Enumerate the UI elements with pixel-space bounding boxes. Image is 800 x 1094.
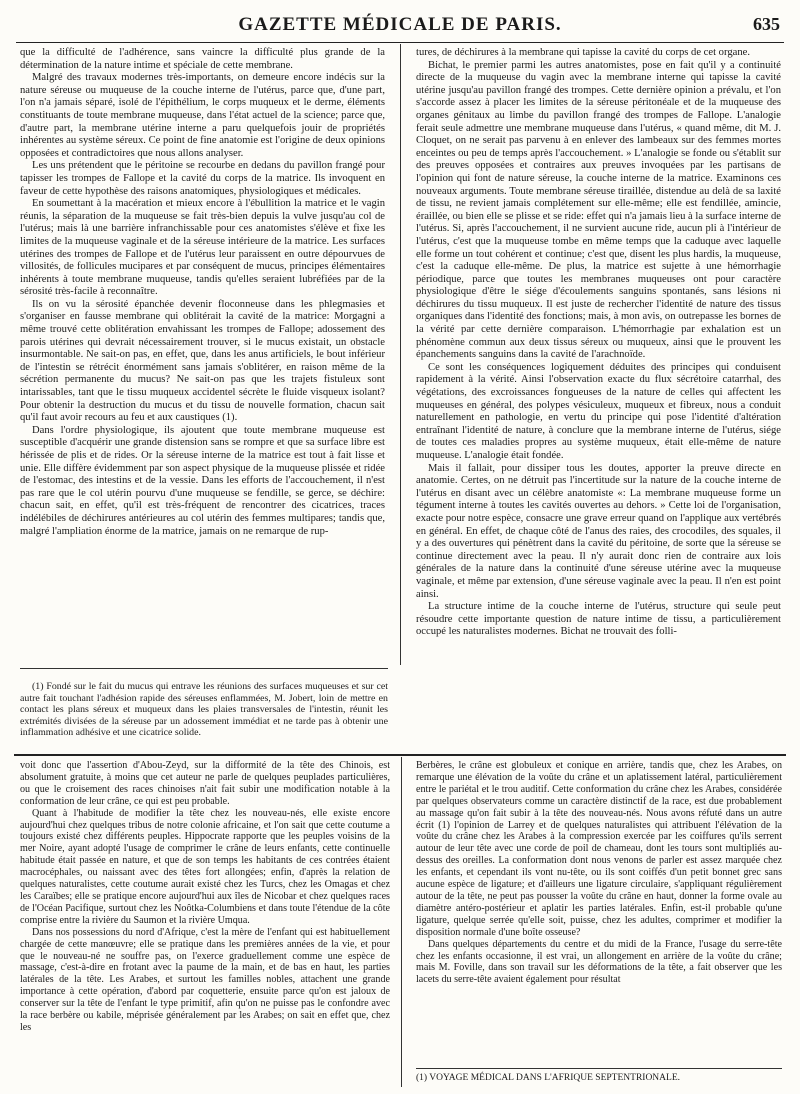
page-header	[20, 14, 780, 40]
paragraph: que la difficulté de l'adhérence, sans vaincre la difficulté plus grande de la détermination de la nature intime et spéciale de cette membrane.	[20, 47, 385, 71]
column-divider-lower	[401, 757, 402, 1087]
footnote-text: (1) Fondé sur le fait du mucus qui entrave les réunions des surfaces muqueuses et sur cet autre fait touchant l'adhésion rapide des séreuses enflammées, M. Jobert, loin de mettre en contact les plans séreux et muqueux dans les plaies transversales de l'intestin, réunit les extrémités divisées de la séreuse par un adossement immédiat et ne tarde pas à obtenir une inflammation adhésive et une cicatrice solide.	[20, 681, 388, 739]
paragraph: Dans nos possessions du nord d'Afrique, c'est la mère de l'enfant qui est habituellement chargée de cette manœuvre; elle se pratique dans les premières années de la vie, et pour que le nouveau-né ne souffre pas, on l'exerce graduellement comme une espèce de massage, c'est-à-dire en frotant avec la paume de la main, et de bas en haut, les parties latérales de la tête. Les Arabes, et surtout les familles nobles, attachent une grande importance à cette opération, d'abord par coquetterie, ensuite parce qu'on est jaloux de conserver sur la tête de l'enfant le type primitif, afin qu'on ne puisse pas le confondre avec la race berbère ou kabile, méprisée généralement par les Arabes; on sait en effet que, chez les	[20, 926, 390, 1033]
paragraph: voit donc que l'assertion d'Abou-Zeyd, sur la difformité de la tête des Chinois, est absolument gratuite, à moins que cet auteur ne parle de quelques peuplades particulières, ou que le croisement des races chinoises n'ait fait subir une modification notable à la conformation de leur crâne, ce qui est peu probable.	[20, 760, 390, 807]
page-number: 635	[753, 14, 780, 34]
footnote-rule	[20, 668, 388, 669]
footnote-rule-lower	[416, 1068, 782, 1069]
paragraph: Ce sont les conséquences logiquement déduites des principes qui conduisent rapidement à la vérité. Ainsi l'observation exacte du flux sécrétoire catarrhal, des végétations, des excroissances fongueuses de la nature de celles qui affectent les muqueuses en général, des polypes vésiculeux, muqueux et fibreux, nous a conduit naturellement en pathologie, en vertu du principe qui pose l'identité d'altération entraînant l'identité de nature, à conclure que la membrane interne de l'utérus, siége de toutes ces maladies propres au système muqueux, était elle-même de nature muqueuse. L'analogie était fondée.	[416, 361, 781, 461]
paragraph: En soumettant à la macération et mieux encore à l'ébullition la matrice et le vagin réunis, la séparation de la muqueuse se fait très-bien depuis la vulve jusqu'au col de l'utérus; mais là une barrière infranchissable pour ces anatomistes s'élève et fixe les limites de la muqueuse vaginale et de la séreuse intérieure de la matrice. Les surfaces utérines des trompes de Fallope et de l'utérus leur paraissent en outre dépourvues de villosités, de follicules mucipares et par conséquent de mucus, principes élémentaires inhérents à toute membrane muqueuse, tandis qu'elles seraient lubréfiées par de la sérosité très-facile à reconnaître.	[20, 198, 385, 298]
paragraph: Berbères, le crâne est globuleux et conique en arrière, tandis que, chez les Arabes, on remarque une élévation de la voûte du crâne et un aplatissement latéral, particulièrement entre le pariétal et le trou auditif. Cette conformation du crâne chez les Arabes, considérée par quelques observateurs comme un caractère distinctif de la race, est due probablement au massage qu'on fait subir à la tête des nouveau-nés. Nous avons réfuté dans un autre écrit (1) l'opinion de Larrey et de quelques naturalistes qui attribuent l'élévation de la voûte du crâne chez les Arabes à la compression exercée par les coiffures qu'ils serrent autour de leur tête avec une corde de poil de chameau, dont les tours sont multipliés au-dessus des oreilles. La conformation dont nous venons de parler est assez marquée chez les enfants, et cependant ils vont nu-tête, ou ils sont coiffés d'un petit bonnet grec sans aucune espèce de ligature; et d'ailleurs une ligature circulaire, s'appliquant régulièrement autour de la tête, ne peut pas pousser la voûte du crâne en haut, donner la forme ovale au diamètre antéro-postérieur et aplatir les parties latérales. Enfin, est-il probable qu'une ligature, quelque serrée qu'elle soit, puisse, chez les adultes, comprimer et modifier la disposition normale d'une boîte osseuse?	[416, 760, 782, 938]
paragraph: Bichat, le premier parmi les autres anatomistes, pose en fait qu'il y a continuité directe de la muqueuse du vagin avec la membrane interne qui tapisse la cavité utérine jusqu'au pavillon frangé des trompes. Cette dernière opinion a prévalu, et l'on s'accorde assez à placer les limites de la séreuse péritonéale et de la muqueuse des organes génitaux au limbe du pavillon frangé des trompes de Fallope. L'analogie ferait seule admettre une membrane muqueuse dans l'utérus, « quand même, dit M. J. Cloquet, on ne serait pas parvenu à en enlever des lambeaux sur des femmes mortes enceintes ou peu de temps après l'accouchement. » L'analogie se fonde ou s'établit sur des preuves opposées et contraires aux preuves invoquées par les partisans de l'opinion qui font de nature séreuse, la couche interne de la matrice. Examinons ces nouveaux arguments. Toute membrane séreuse tiraillée, distendue au delà de sa laxité de tissu, ne revient jamais complétement sur elle-même; elle est fendillée, amincie, éraillée, ou bien elle se plisse et se ride: effet qui n'a jamais lieu à la surface interne de l'utérus. Si, après l'accouchement, il ne survient aucune ride, aucun pli à l'intérieur de l'utérus, c'est que la muqueuse tombe en même temps que la caduque avec laquelle elle forme un tout cohérent et continue; c'est que, disent les plus hardis, la muqueuse, c'est la caduque elle-même. De plus, la matrice est sujette à une hémorrhagie périodique, parce que toutes les membranes muqueuses ont pour caractère physiologique d'être le siége d'écoulements sanguins spontanés, sans lésions ni déchirures du tissu muqueux. Il est juste de rechercher l'identité de nature des tissus organiques dans l'identité des fonctions; mais, à mon avis, on outrepasse les bornes de la vérité par cette dernière comparaison. L'hémorrhagie par exhalation est un phénomène commun aux deux tissus séreux ou muqueux, ainsi que le prouvent les épanchements sanguins dans la cavité de l'arachnoïde.	[416, 59, 781, 361]
lower-right-column	[416, 760, 782, 986]
paragraph: Ils on vu la sérosité épanchée devenir floconneuse dans les phlegmasies et s'organiser en fausse membrane qui oblitérait la cavité de la matrice: Morgagni a même trouvé cette oblitération envahissant les trompes de Fallope; adossement des parois utérines qui devrait nécessairement trouver, si le mucus existait, un obstacle insurmontable. Ne sait-on pas, en effet, que, dans les anus artificiels, le bout inférieur de l'intestin se rétrécit énormément sans jamais s'oblitérer, en raison même de la sécrétion permanente du mucus? Ne sait-on pas que les trajets fistuleux sont intarissables, tant que le tissu muqueux accidentel sécrète le fluide visqueux isolant? Pour obtenir la destruction du mucus et du tissu de nouvelle formation, chacun sait qu'il faut avoir recours au feu et aux caustiques (1).	[20, 298, 385, 424]
header-rule	[16, 42, 784, 43]
paragraph: Dans l'ordre physiologique, ils ajoutent que toute membrane muqueuse est susceptible d'acquérir une grande distension sans se rompre et que sa surface libre est hérissée de plis et de rides. Or la séreuse interne de la matrice est tout à fait lisse et unie. Elle diffère évidemment par son aspect physique de la muqueuse plissée et ridée de l'estomac, des intestins et de la vessie. Dans les efforts de l'accouchement, il n'est pas rare que le col utérin pourvu d'une muqueuse se fendille, se gerce, se déchire: chacun sait, en effet, qu'il est très-fréquent de rencontrer des cicatrices, traces indélébiles de déchirures antérieures au col utérin des femmes multipares; tandis que, malgré l'ampliation énorme de la matrice, jamais on ne remarque de rup-	[20, 424, 385, 537]
lower-left-column	[20, 760, 390, 1034]
column-divider	[400, 44, 401, 665]
section-rule	[14, 754, 786, 756]
paragraph: Quant à l'habitude de modifier la tête chez les nouveau-nés, elle existe encore aujourd'hui chez quelques tribus de notre colonie africaine, et l'on sait que cette coutume a toujours existé chez différents peuples. Hippocrate rapporte que les peuples voisins de la mer Noire, ayant adopté l'usage de comprimer le crâne de leurs enfants, cette continuelle habitude était passée en nature, et que de son temps les habitants de ces contrées étaient macrocéphales, ou naissant avec des têtes fort allongées; enfin, d'après la relation de quelques naturalistes, cette coutume aurait existé chez les Turcs, chez les Omagas et chez les Caraïbes; elle se pratique encore aujourd'hui aux îles de Nicobar et chez quelques races de l'Océan Pacifique, surtout chez les Noôtka-Columbiens et dans toute l'étendue de la côte comprise entre la rivière du Saumon et la rivière Umqua.	[20, 807, 390, 926]
paragraph: tures, de déchirures à la membrane qui tapisse la cavité du corps de cet organe.	[416, 47, 750, 58]
paragraph: La structure intime de la couche interne de l'utérus, structure qui seule peut résoudre cette importante question de nature intime de tissu, a particulièrement occupé les naturalistes modernes. Bichat ne trouvait des folli-	[416, 601, 781, 638]
paragraph: Mais il fallait, pour dissiper tous les doutes, apporter la preuve directe en anatomie. Certes, on ne détruit pas l'incertitude sur la nature de la couche interne de l'utérus en disant avec un célèbre anatomiste «: La membrane muqueuse forme un tégument interne à toutes les cavités ouvertes au dehors. » Cette loi de l'organisation, exacte pour notre espèce, consacre une grave erreur quand on l'applique aux vertébrés en général. En effet, de chaque côté de l'anus des raies, des crocodiles, des squales, il y a des ouvertures qui pénètrent dans la cavité du péritoine, de sorte que la séreuse se continue directement avec la peau. Il n'y aurait donc rien de contraire aux lois générales de la nature dans la continuité d'une séreuse utérine avec la muqueuse vaginale, et même par extension, d'une séreuse vaginale avec la peau. Il n'en est point ainsi.	[416, 462, 781, 600]
paragraph: Dans quelques départements du centre et du midi de la France, l'usage du serre-tête chez les enfants occasionne, il est vrai, un allongement en arrière de la voûte du crâne; mais M. Foville, dans son travail sur les déformations de la tête, a fait observer que les lacets du serre-tête avaient également pour résultat	[416, 938, 782, 986]
upper-left-column	[20, 47, 385, 538]
paragraph: Malgré des travaux modernes très-importants, on demeure encore indécis sur la nature séreuse ou muqueuse de la couche interne de l'utérus, parce que, d'une part, l'on n'a jamais séparé, isolé de l'épithélium, le corps muqueux et le derme, éléments constituants de toute membrane muqueuse, dans l'état actuel de la science; parce que, d'autre part, la membrane utérine interne a paru quelquefois jouir de propriétés inhérentes au système séreux. Ce point de fine anatomie est l'origine de deux opinions opposées et contradictoires que nous allons analyser.	[20, 72, 385, 159]
footnote-upper	[20, 681, 388, 739]
paragraph: Les uns prétendent que le péritoine se recourbe en dedans du pavillon frangé pour tapisser les trompes de Fallope et la cavité du corps de la matrice. Ils invoquent en faveur de cette hypothèse des raisons anatomiques, physiologiques et médicales.	[20, 160, 385, 197]
footnote-lower: (1) VOYAGE MÉDICAL DANS L'AFRIQUE SEPTENTRIONALE.	[416, 1073, 681, 1083]
upper-right-column	[416, 47, 781, 639]
journal-title: GAZETTE MÉDICALE DE PARIS.	[238, 14, 562, 35]
